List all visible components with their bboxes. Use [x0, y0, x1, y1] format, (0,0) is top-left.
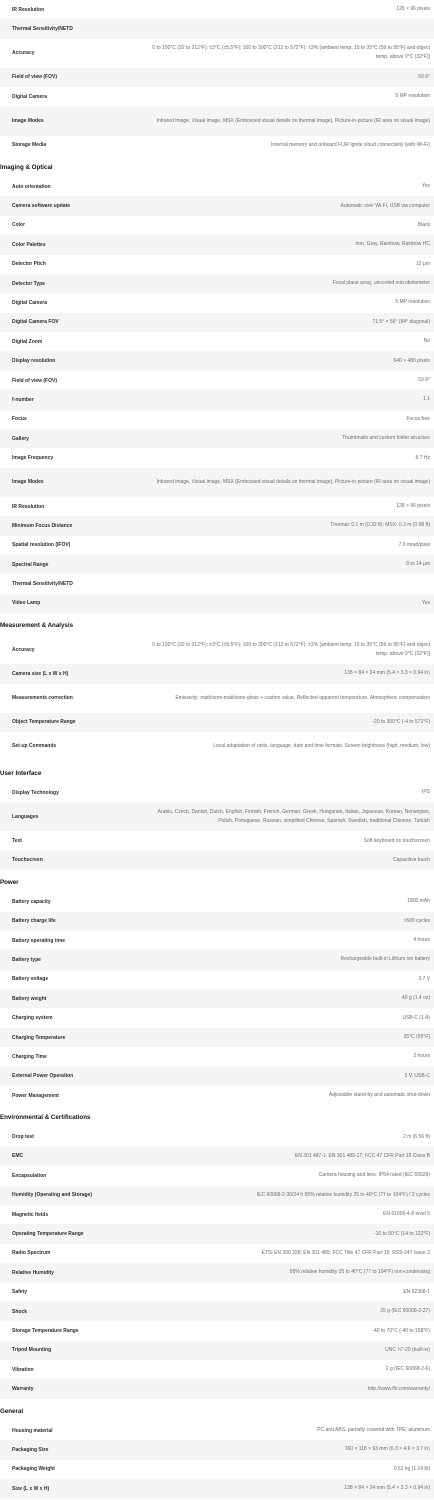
- spec-value: Rechargeable built-in Lithium ion battery: [340, 956, 430, 963]
- spec-value: 8.7 Hz: [415, 454, 430, 461]
- spec-label: Field of view (FOV): [12, 74, 58, 81]
- spec-label: Digital Camera FOV: [12, 319, 59, 326]
- spec-value: 53.6°: [418, 377, 430, 384]
- spec-row: [0, 177, 434, 196]
- spec-label: Digital Zoom: [12, 338, 43, 345]
- spec-value: 0.52 kg (1.14 lb): [393, 1465, 430, 1472]
- spec-label: Display Technology: [12, 789, 59, 796]
- spec-value: 40 g (1.4 oz): [401, 995, 430, 1002]
- spec-row: [0, 313, 434, 332]
- spec-value: Thermal: 0.1 m (0.32 ft); MSX: 0.3 m (0.98 ft): [330, 522, 430, 529]
- spec-label: Power Management: [12, 1092, 59, 1099]
- spec-value: ETSI EN 300 328; EN 301 489; FCC Title 47 CFR Part 15; RSS-247 Issue 2: [261, 1249, 430, 1256]
- spec-label: IR Resolution: [12, 6, 45, 13]
- section-title: Imaging & Optical: [0, 155, 434, 177]
- spec-label: Charging Time: [12, 1053, 47, 1060]
- spec-row: [0, 87, 434, 106]
- spec-row: [0, 732, 434, 761]
- spec-value: UNC ¼"-20 (built-in): [385, 1346, 430, 1353]
- spec-row: [0, 410, 434, 429]
- spec-label: Camera size (L x W x H): [12, 670, 69, 677]
- spec-label: Color: [12, 222, 26, 229]
- spec-row: [0, 1166, 434, 1185]
- spec-row: [0, 536, 434, 555]
- spec-row: [0, 448, 434, 467]
- section-title: Power: [0, 870, 434, 892]
- spec-label: Tripod Mounting: [12, 1347, 52, 1354]
- spec-value: 35°C (95°F): [403, 1034, 430, 1041]
- spec-row: [0, 1379, 434, 1398]
- spec-row: [0, 497, 434, 516]
- spec-row: [0, 713, 434, 732]
- spec-label: Storage Media: [12, 142, 47, 149]
- spec-value: 2 hours: [413, 1053, 430, 1060]
- spec-row: [0, 216, 434, 235]
- spec-row: [0, 39, 434, 68]
- spec-label: Text: [12, 838, 22, 845]
- spec-value: 0 to 100°C (32 to 212°F): ±3°C (±5.5°F); 100 to 300°C (212 to 572°F): ±3% [ambient temp. 15 to 35°C (59 to 95°F) and object temp. above 0°C (32°F)]: [152, 45, 430, 61]
- spec-value: Internal memory and onboard FLIR Ignite cloud connectivity (with Wi-Fi): [271, 141, 430, 148]
- spec-row: [0, 196, 434, 215]
- spec-value: 2 m (6.56 ft): [403, 1133, 430, 1140]
- spec-label: Safety: [12, 1289, 28, 1296]
- spec-label: Vibration: [12, 1366, 34, 1373]
- spec-row: [0, 371, 434, 390]
- spec-label: Color Palettes: [12, 241, 46, 248]
- spec-label: External Power Operation: [12, 1073, 74, 1080]
- spec-row: [0, 235, 434, 254]
- spec-label: Operating Temperature Range: [12, 1231, 84, 1238]
- spec-section: [0, 177, 434, 613]
- spec-row: [0, 783, 434, 802]
- spec-label: Relative Humidity: [12, 1269, 54, 1276]
- spec-label: Packaging Size: [12, 1446, 49, 1453]
- spec-value: Infrared image, Visual image, MSX (Embossed visual details on thermal image), Picture-in-picture (IR area on visual image): [156, 478, 430, 485]
- spec-row: [0, 516, 434, 535]
- spec-value: Thumbnails and custom folder structure: [342, 435, 430, 442]
- spec-value: 5 MP resolution: [395, 93, 430, 100]
- spec-label: Video Lamp: [12, 600, 41, 607]
- spec-label: Detector Type: [12, 280, 45, 287]
- section-title: Environmental & Certifications: [0, 1105, 434, 1127]
- spec-value: EN 62368-1: [403, 1288, 430, 1295]
- spec-label: Encapsulation: [12, 1172, 47, 1179]
- section-title: Measurement & Analysis: [0, 613, 434, 635]
- spec-row: [0, 574, 434, 593]
- spec-label: Warranty: [12, 1386, 34, 1393]
- spec-value: IEC 60068-2-30/24 h 95% relative humidity 25 to 40°C (77 to 104°F) / 2 cycles: [256, 1191, 430, 1198]
- spec-value: Automatic over Wi-Fi, USB via computer: [340, 202, 430, 209]
- spec-value[interactable]: http://www.flir.com/warranty/: [367, 1385, 430, 1392]
- spec-row: [0, 19, 434, 38]
- spec-row: [0, 351, 434, 370]
- spec-row: [0, 931, 434, 950]
- spec-value: 5 V, USB-C: [404, 1072, 430, 1079]
- spec-row: [0, 1421, 434, 1440]
- spec-row: [0, 1440, 434, 1459]
- spec-label: Focus: [12, 416, 27, 423]
- spec-label: Humidity (Operating and Storage): [12, 1192, 93, 1199]
- spec-label: Accuracy: [12, 646, 35, 653]
- spec-label: Battery weight: [12, 995, 47, 1002]
- spec-row: [0, 1321, 434, 1340]
- spec-value: >500 cycles: [403, 917, 430, 924]
- spec-value: Emissivity; matt/semi-matt/semi-gloss + custom value, Reflected apparent temperature, Atmospheric compensation: [175, 694, 430, 701]
- spec-value: Infrared image, Visual image, MSX (Embossed visual details on thermal image), Picture-in-picture (IR area on visual image): [156, 117, 430, 124]
- spec-row: [0, 892, 434, 911]
- spec-label: Image Modes: [12, 479, 44, 486]
- spec-label: Object Temperature Range: [12, 719, 76, 726]
- spec-value: 128 × 96 pixels: [396, 503, 430, 509]
- spec-row: [0, 332, 434, 351]
- spec-row: [0, 1283, 434, 1302]
- spec-row: [0, 1086, 434, 1105]
- spec-label: Drop test: [12, 1134, 34, 1141]
- spec-label: Housing material: [12, 1427, 53, 1434]
- section-title: General: [0, 1399, 434, 1421]
- spec-row: [0, 684, 434, 713]
- spec-value: 160 × 118 × 93 mm (6.3 × 4.6 × 3.7 in): [344, 1446, 430, 1453]
- spec-row: [0, 293, 434, 312]
- spec-label: Packaging Weight: [12, 1466, 55, 1473]
- spec-value: IPS: [421, 789, 430, 796]
- spec-label: Spectral Range: [12, 561, 49, 568]
- spec-row: [0, 1205, 434, 1224]
- spec-value: Arabic, Czech, Danish, Dutch, English, Finnish, French, German, Greek, Hungarian, Italian, Japanese, Korean, Norwegian, Polish, Portuguese, Russian, simplified Chinese, Spanish, Swedish, traditional Chinese, Turkish: [157, 808, 430, 824]
- spec-row: [0, 1244, 434, 1263]
- spec-value: USB-C (1 A): [402, 1014, 430, 1021]
- spec-value: -40 to 70°C (-40 to 158°F): [372, 1327, 430, 1334]
- spec-label: f-number: [12, 396, 34, 403]
- spec-value: 138 × 84 × 24 mm (5.4 × 3.3 × 0.94 in): [344, 670, 430, 677]
- spec-row: [0, 989, 434, 1008]
- spec-row: [0, 802, 434, 831]
- spec-label: Size (L x W x H): [12, 1485, 50, 1492]
- spec-label: Auto orientation: [12, 183, 51, 190]
- spec-value: Focus free: [406, 415, 430, 422]
- spec-label: Minimum Focus Distance: [12, 522, 73, 529]
- spec-label: Charging system: [12, 1015, 53, 1022]
- spec-value: Yes: [421, 183, 430, 190]
- spec-label: Set-up Commands: [12, 743, 57, 750]
- spec-row: [0, 1028, 434, 1047]
- spec-label: Battery operating time: [12, 937, 66, 944]
- spec-value: 8 to 14 μm: [406, 561, 430, 568]
- spec-value: 3.7 V: [418, 975, 430, 982]
- spec-label: Charging Temperature: [12, 1034, 66, 1041]
- spec-row: [0, 1460, 434, 1479]
- spec-value: 4 hours: [413, 937, 430, 944]
- spec-row: [0, 831, 434, 850]
- spec-value: Iron, Gray, Rainbow, Rainbow HC: [355, 241, 430, 248]
- spec-label: Shock: [12, 1308, 28, 1315]
- spec-value: Capacitive touch: [393, 856, 430, 863]
- spec-value: Black: [417, 221, 430, 228]
- spec-row: [0, 1224, 434, 1243]
- spec-label: Battery type: [12, 956, 41, 963]
- spec-section: [0, 635, 434, 761]
- spec-section: [0, 1421, 434, 1499]
- spec-row: [0, 1302, 434, 1321]
- spec-value: Soft keyboard on touchscreen: [363, 837, 430, 844]
- spec-label: Gallery: [12, 435, 29, 442]
- spec-label: Digital Camera: [12, 93, 48, 100]
- spec-row: [0, 68, 434, 87]
- spec-label: Digital Camera: [12, 299, 48, 306]
- spec-label: EMC: [12, 1153, 24, 1160]
- spec-row: [0, 1047, 434, 1066]
- spec-value: 53.6°: [418, 73, 430, 80]
- spec-row: [0, 970, 434, 989]
- spec-value: Camera housing and lens: IP54 rated (IEC 60529): [318, 1172, 430, 1179]
- spec-label: Storage Temperature Range: [12, 1328, 79, 1334]
- spec-label: Spatial resolution (IFOV): [12, 542, 71, 549]
- spec-value: 1.1: [423, 396, 430, 403]
- spec-row: [0, 1008, 434, 1027]
- spec-section: [0, 1127, 434, 1398]
- spec-value: 128 × 96 pixels: [396, 6, 430, 13]
- spec-label: Magnetic fields: [12, 1211, 49, 1218]
- spec-value: 95% relative humidity 25 to 40°C (77 to 104°F) non-condensing: [289, 1269, 430, 1276]
- spec-row: [0, 468, 434, 497]
- spec-value: EN 61000-4-8 level 5: [383, 1211, 430, 1218]
- spec-row: [0, 664, 434, 683]
- spec-row: [0, 1067, 434, 1086]
- spec-label: Accuracy: [12, 50, 35, 57]
- spec-label: Battery charge life: [12, 918, 56, 925]
- spec-row: [0, 1127, 434, 1146]
- spec-value: 5 MP resolution: [395, 299, 430, 306]
- spec-label: Thermal Sensitivity/NETD: [12, 581, 73, 588]
- spec-row: [0, 1186, 434, 1205]
- spec-label: Measurements correction: [12, 695, 73, 702]
- spec-row: [0, 594, 434, 613]
- spec-value: PC and ABS, partially covered with TPE; aluminum: [317, 1427, 430, 1434]
- spec-value: 640 × 480 pixels: [393, 357, 430, 364]
- spec-label: Image Modes: [12, 118, 44, 125]
- spec-value: 12 μm: [416, 260, 430, 267]
- spec-label: Touchscreen: [12, 857, 43, 864]
- spec-value: Local adaptation of units, language, date and time formats, Screen brightness (high, medium, low): [213, 742, 430, 749]
- spec-value: 1800 mAh: [407, 898, 430, 905]
- spec-label: Camera software update: [12, 203, 71, 210]
- spec-row: [0, 1360, 434, 1379]
- spec-row: [0, 635, 434, 664]
- spec-value: EN 301 487-1; EN 301 489-17; FCC 47 CFR Part 15 Class B: [294, 1152, 430, 1159]
- spec-label: Image Frequency: [12, 455, 54, 462]
- spec-row: [0, 136, 434, 155]
- spec-row: [0, 107, 434, 136]
- spec-label: Thermal Sensitivity/NETD: [12, 26, 73, 33]
- section-title: User Interface: [0, 761, 434, 783]
- spec-value: 25 g (IEC 60068-2-27): [380, 1308, 430, 1315]
- spec-value: 0 to 100°C (32 to 212°F): ±3°C (±5.5°F); 100 to 300°C (212 to 572°F): ±3% [ambient temp. 15 to 35°C (59 to 95°F) and object temp. above 0°C (32°F)]: [152, 641, 430, 657]
- spec-row: [0, 1479, 434, 1498]
- spec-label: Detector Pitch: [12, 261, 46, 268]
- spec-row: [0, 950, 434, 969]
- spec-row: [0, 274, 434, 293]
- spec-label: Battery capacity: [12, 898, 51, 905]
- spec-value: Adjustable stand-by and automatic shut-down: [328, 1092, 430, 1099]
- spec-value: 138 × 84 × 24 mm (5.4 × 3.3 × 0.94 in): [344, 1485, 430, 1492]
- spec-label: Radio Spectrum: [12, 1250, 51, 1257]
- spec-label: Field of view (FOV): [12, 377, 58, 384]
- spec-row: [0, 0, 434, 19]
- spec-value: Focal plane array, uncooled microbolometer: [332, 280, 430, 287]
- spec-value: -10 to 50°C (14 to 122°F): [374, 1230, 430, 1237]
- spec-value: -20 to 300°C (-4 to 572°F): [372, 718, 430, 725]
- spec-row: [0, 255, 434, 274]
- spec-row: [0, 1147, 434, 1166]
- spec-label: Display resolution: [12, 358, 56, 365]
- spec-value: 71.5° × 56° (84° diagonal): [372, 318, 430, 325]
- spec-value: No: [423, 338, 430, 345]
- spec-row: [0, 429, 434, 448]
- spec-value: 2 g (IEC 60068-2-6): [385, 1366, 430, 1373]
- spec-section: [0, 892, 434, 1105]
- spec-label: Battery voltage: [12, 976, 49, 983]
- spec-value: 7.9 mrad/pixel: [398, 541, 430, 548]
- spec-row: [0, 1341, 434, 1360]
- spec-row: [0, 851, 434, 870]
- spec-row: [0, 390, 434, 409]
- spec-row: [0, 555, 434, 574]
- spec-row: [0, 1263, 434, 1282]
- spec-value: Yes: [421, 599, 430, 606]
- spec-section: [0, 783, 434, 870]
- spec-label: IR Resolution: [12, 503, 45, 510]
- spec-section: [0, 0, 434, 155]
- spec-label: Languages: [12, 813, 39, 820]
- spec-row: [0, 912, 434, 931]
